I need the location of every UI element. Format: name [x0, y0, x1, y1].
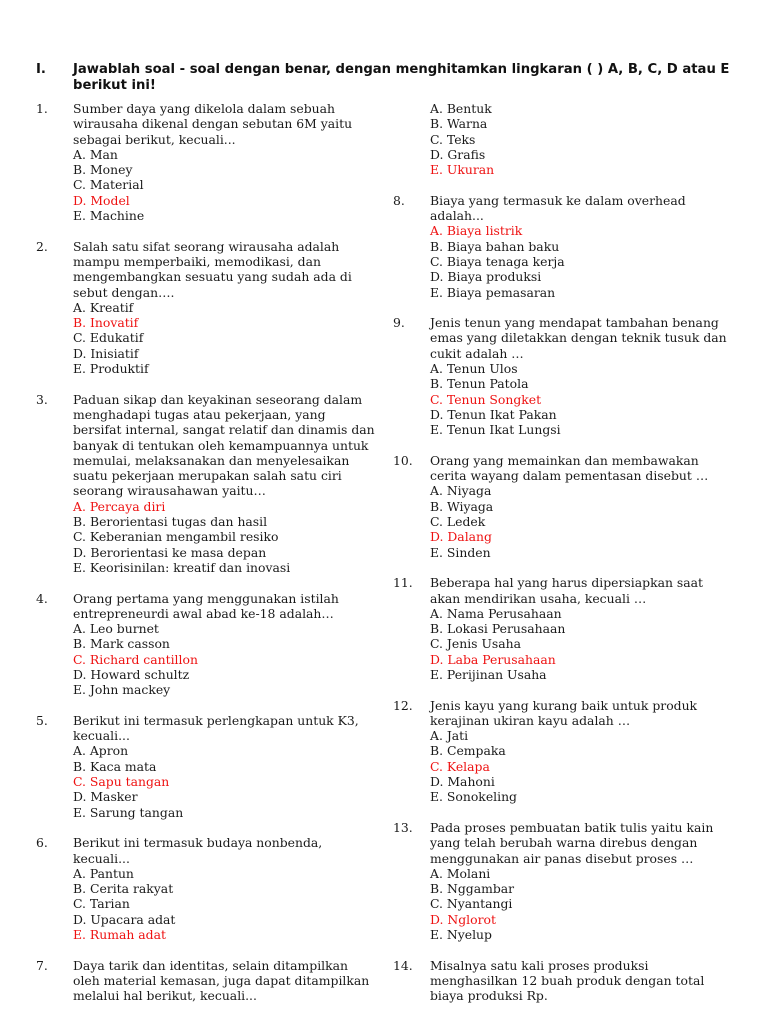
question-14: [393, 958, 733, 1004]
question-text: Sumber daya yang dikelola dalam sebuah wirausaha dikenal dengan sebutan 6M yaitu sebagai berikut, kecuali...: [73, 101, 353, 147]
section-heading: [36, 62, 736, 94]
option[interactable]: B. Wiyaga: [430, 498, 494, 514]
option[interactable]: A. Man: [73, 146, 118, 162]
spacer: [393, 682, 733, 697]
option[interactable]: A. Molani: [430, 865, 491, 881]
option[interactable]: E. Ukuran: [430, 162, 495, 178]
option[interactable]: A. Nama Perusahaan: [430, 605, 562, 621]
question-text: Paduan sikap dan keyakinan seseorang dalam menghadapi tugas atau pekerjaan, yang bersifat internal, sangat relatif dan dinamis dan banyak di tentukan oleh kemampuannya untuk memulai, melaksanakan dan menyelesaikan suatu pekerjaan merupakan salah satu ciri seorang wirausahawan yaitu…: [73, 391, 375, 499]
spacer: [393, 300, 733, 315]
question-text: Biaya yang termasuk ke dalam overhead adalah...: [430, 192, 686, 224]
question-text: Jenis tenun yang mendapat tambahan benang emas yang diletakkan dengan teknik tusuk dan cukit adalah …: [430, 315, 727, 361]
question-text: Salah satu sifat seorang wirausaha adalah mampu memperbaiki, memodikasi, dan mengembangkan sesuatu yang sudah ada di sebut dengan….: [73, 238, 352, 300]
option[interactable]: B. Inovatif: [73, 315, 139, 331]
option[interactable]: E. Keorisinilan: kreatif dan inovasi: [73, 559, 291, 575]
option[interactable]: E. Machine: [73, 208, 145, 224]
question-number: 2.: [36, 238, 48, 254]
option[interactable]: E. Sonokeling: [430, 789, 517, 805]
question-text: Daya tarik dan identitas, selain ditampilkan oleh material kemasan, juga dapat ditampilkan melalui hal berikut, kecuali...: [73, 957, 370, 1004]
question-11: [393, 575, 733, 682]
option[interactable]: B. Kaca mata: [73, 758, 157, 774]
option[interactable]: B. Lokasi Perusahaan: [430, 621, 566, 637]
option[interactable]: E. John mackey: [73, 682, 171, 698]
option[interactable]: B. Berorientasi tugas dan hasil: [73, 514, 268, 530]
option[interactable]: D. Mahoni: [430, 774, 495, 790]
question-9: [393, 315, 733, 437]
option[interactable]: D. Nglorot: [430, 911, 496, 927]
option[interactable]: D. Berorientasi ke masa depan: [73, 544, 267, 560]
spacer: [393, 438, 733, 453]
section-instruction: Jawablah soal - soal dengan benar, dengan menghitamkan lingkaran ( ) A, B, C, D atau E berikut ini!: [73, 62, 730, 93]
option[interactable]: C. Richard cantillon: [73, 651, 198, 667]
option[interactable]: C. Kelapa: [430, 758, 490, 774]
option[interactable]: A. Jati: [430, 728, 469, 744]
spacer: [36, 376, 376, 391]
spacer: [393, 942, 733, 957]
option[interactable]: A. Leo burnet: [73, 621, 159, 637]
question-7-options: [393, 101, 733, 177]
option[interactable]: A. Pantun: [73, 865, 134, 881]
option[interactable]: E. Sarung tangan: [73, 804, 184, 820]
question-13: [393, 820, 733, 942]
spacer: [393, 560, 733, 575]
spacer: [36, 223, 376, 238]
option[interactable]: A. Niyaga: [430, 483, 492, 499]
question-text: Orang pertama yang menggunakan istilah entrepreneurdi awal abad ke-18 adalah…: [73, 590, 339, 621]
option[interactable]: D. Dalang: [430, 529, 492, 545]
option[interactable]: B. Money: [73, 162, 133, 178]
question-number: 13.: [393, 819, 413, 835]
question-10: [393, 453, 733, 560]
option[interactable]: E. Sinden: [430, 544, 491, 560]
option[interactable]: B. Warna: [430, 116, 488, 132]
option[interactable]: D. Upacara adat: [73, 911, 176, 927]
question-number: 14.: [393, 957, 413, 973]
option[interactable]: A. Apron: [73, 743, 129, 759]
question-number: 5.: [36, 712, 48, 728]
spacer: [36, 820, 376, 835]
option[interactable]: C. Edukatif: [73, 330, 144, 346]
question-number: 9.: [393, 315, 405, 331]
option[interactable]: A. Tenun Ulos: [430, 361, 518, 377]
option[interactable]: D. Tenun Ikat Pakan: [430, 406, 557, 422]
option[interactable]: E. Rumah adat: [73, 927, 166, 943]
option[interactable]: B. Mark casson: [73, 636, 170, 652]
question-number: 1.: [36, 101, 48, 116]
question-text: Berikut ini termasuk perlengkapan untuk K3, kecuali...: [73, 712, 359, 744]
spacer: [393, 177, 733, 192]
spacer: [36, 575, 376, 590]
option[interactable]: E. Perijinan Usaha: [430, 666, 547, 682]
question-7: [36, 958, 376, 1004]
section-number: I.: [36, 62, 46, 77]
option[interactable]: A. Biaya listrik: [430, 223, 523, 239]
question-12: [393, 698, 733, 805]
question-number: 8.: [393, 192, 405, 208]
option[interactable]: B. Nggambar: [430, 881, 515, 897]
option[interactable]: D. Model: [73, 192, 130, 208]
option[interactable]: D. Howard schultz: [73, 666, 190, 682]
question-number: 7.: [36, 957, 48, 973]
column-left: [36, 101, 376, 1004]
question-number: 12.: [393, 697, 413, 713]
option[interactable]: A. Bentuk: [430, 101, 492, 116]
option[interactable]: D. Laba Perusahaan: [430, 651, 556, 667]
option[interactable]: D. Inisiatif: [73, 345, 139, 361]
question-text: Pada proses pembuatan batik tulis yaitu kain yang telah berubah warna direbus dengan menggunakan air panas disebut proses …: [430, 819, 714, 866]
question-1: [36, 101, 376, 223]
option[interactable]: A. Percaya diri: [73, 498, 166, 514]
question-number: 4.: [36, 590, 48, 606]
question-text: Jenis kayu yang kurang baik untuk produk kerajinan ukiran kayu adalah …: [430, 697, 698, 728]
option[interactable]: B. Cempaka: [430, 743, 506, 759]
question-number: 6.: [36, 835, 48, 851]
option[interactable]: B. Biaya bahan baku: [430, 238, 560, 254]
option[interactable]: C. Keberanian mengambil resiko: [73, 529, 279, 545]
option[interactable]: C. Teks: [430, 131, 476, 147]
question-2: [36, 239, 376, 377]
spacer: [36, 698, 376, 713]
option[interactable]: C. Jenis Usaha: [430, 636, 522, 652]
option[interactable]: E. Nyelup: [430, 927, 492, 943]
option[interactable]: B. Tenun Patola: [430, 376, 529, 392]
option[interactable]: C. Material: [73, 177, 144, 193]
question-6: [36, 835, 376, 942]
spacer: [393, 805, 733, 820]
question-text: Beberapa hal yang harus dipersiapkan saat akan mendirikan usaha, kecuali …: [430, 575, 703, 606]
spacer: [36, 942, 376, 957]
question-text: Berikut ini termasuk budaya nonbenda, kecuali...: [73, 835, 323, 866]
option[interactable]: C. Tenun Songket: [430, 391, 542, 407]
option[interactable]: C. Sapu tangan: [73, 774, 170, 790]
question-number: 3.: [36, 391, 48, 407]
question-text: Misalnya satu kali proses produksi menghasilkan 12 buah produk dengan total biaya produksi Rp.: [430, 957, 705, 1004]
option[interactable]: E. Biaya pemasaran: [430, 284, 556, 300]
question-4: [36, 591, 376, 698]
option[interactable]: A. Kreatif: [73, 299, 134, 315]
option[interactable]: C. Biaya tenaga kerja: [430, 253, 565, 269]
option[interactable]: D. Grafis: [430, 146, 486, 162]
option[interactable]: D. Biaya produksi: [430, 269, 542, 285]
question-5: [36, 713, 376, 820]
question-8: [393, 193, 733, 300]
option[interactable]: D. Masker: [73, 789, 138, 805]
question-number: 11.: [393, 575, 413, 591]
option[interactable]: B. Cerita rakyat: [73, 881, 174, 897]
question-number: 10.: [393, 452, 413, 468]
option[interactable]: E. Tenun Ikat Lungsi: [430, 422, 561, 438]
option[interactable]: C. Ledek: [430, 514, 486, 530]
option[interactable]: E. Produktif: [73, 361, 149, 377]
option[interactable]: C. Tarian: [73, 896, 130, 912]
question-text: Orang yang memainkan dan membawakan cerita wayang dalam pementasan disebut …: [430, 452, 709, 484]
option[interactable]: C. Nyantangi: [430, 896, 513, 912]
column-right: [393, 101, 733, 1004]
question-3: [36, 392, 376, 576]
